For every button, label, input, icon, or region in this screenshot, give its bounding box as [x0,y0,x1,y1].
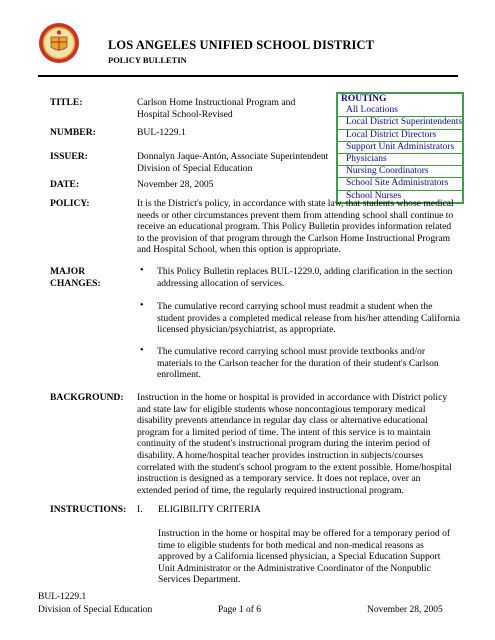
eligibility-line: Instruction in the home or hospital may be offered for a temporary period of [158,528,451,539]
background-line: disability prevents attendance in regular day class or alternative educational [137,415,428,427]
routing-item: Local District Directors [338,129,462,141]
footer-division: Division of Special Education [38,605,153,615]
footer-date: November 28, 2005 [367,605,443,615]
footer-bulletin-number: BUL-1229.1 [38,592,87,602]
date-value: November 28, 2005 [137,179,214,190]
bullet-icon: • [140,345,144,356]
background-line: instruction is designed as a temporary service. It does not replace, over an [137,473,421,485]
policy-line: receive an educational program. This Policy Bulletin provides information related [137,221,452,233]
change-line: licensed physician/psychiatrist, as appropriate. [157,324,336,336]
background-line: disability. A home/hospital teacher provides instruction in subjects/courses [137,449,424,461]
issuer-value [137,151,328,174]
background-line: Instruction in the home or hospital is provided in accordance with District policy [137,392,448,403]
major-changes-label [50,266,101,289]
background-line: and state law for eligible students whose noncontagious temporary medical [137,403,426,415]
bullet-icon: • [140,300,144,311]
change-line: student provides a completed medical release from his/her attending California [157,312,460,324]
background-line: program for a limited period of time. The intent of this service is to maintain [137,426,431,438]
change-line: materials to the Carlson teacher for the duration of their student's Carlson [157,357,439,369]
routing-heading: ROUTING [341,94,387,104]
bulletin-type: POLICY BULLETIN [108,55,187,65]
policy-line: to the provision of that program through the Carlson Home Instructional Program [137,232,451,244]
policy-label: POLICY: [50,198,90,209]
routing-item: Local District Superintendents [338,116,462,128]
instructions-label: INSTRUCTIONS: [50,504,127,515]
policy-line: and Hospital School, when this option is appropriate. [137,244,341,256]
title-label: TITLE: [50,97,83,108]
section-numeral: I. [137,504,143,515]
routing-item: Support Unit Administrators [338,141,462,153]
routing-item: School Site Administrators [338,177,462,189]
change-line: The cumulative record carrying school must provide textbooks and/or [157,346,426,357]
issuer-label: ISSUER: [50,151,88,162]
bullet-icon: • [140,265,144,276]
major-changes-label-line: MAJOR [50,266,86,277]
policy-text [137,198,467,256]
issuer-value-line: Division of Special Education [137,162,253,174]
change-line: This Policy Bulletin replaces BUL-1229.0, adding clarification in the section [157,266,453,277]
issuer-value-line: Donnalyn Jaque-Antón, Associate Superintendent [137,151,329,162]
change-line: enrollment. [157,369,201,381]
title-value-line: Hospital School-Revised [137,108,233,120]
change-item [157,266,452,289]
change-line: The cumulative record carrying school must readmit a student when the [157,301,433,312]
change-line: addressing allocation of services. [157,277,285,289]
section-heading: ELIGIBILITY CRITERIA [158,504,261,515]
eligibility-line: Services Department. [158,574,241,586]
title-value-line: Carlson Home Instructional Program and [137,97,296,108]
routing-box [336,92,464,204]
district-name: LOS ANGELES UNIFIED SCHOOL DISTRICT [108,38,375,52]
date-label: DATE: [50,179,80,190]
policy-line: It is the District's policy, in accordance with state law, that students whose medical [137,198,454,209]
background-text [137,392,472,496]
eligibility-line: time to eligible students for both medical and non-medical reasons as [158,539,424,551]
eligibility-line: approved by a California licensed physician, a Special Education Support [158,551,441,563]
header-rule [38,75,458,77]
routing-item: Nursing Coordinators [338,165,462,177]
background-line: continuity of the student's instructional program during the interim period of [137,438,431,450]
background-line: extended period of time, the regularly required instructional program. [137,484,404,496]
lausd-seal-icon [38,22,80,64]
title-value [137,97,295,120]
number-value: BUL-1229.1 [137,127,186,138]
eligibility-text [158,528,468,586]
eligibility-line: Unit Administrator or the Administrative Coordinator of the Nonpublic [158,562,431,574]
background-line: correlated with the student's school program to the extent possible. Home/hospital [137,461,452,473]
routing-item: School Nurses [338,190,462,202]
change-item [157,346,439,381]
policy-line: needs or other circumstances prevent them from attending school shall continue to [137,209,454,221]
change-item [157,301,460,336]
major-changes-label-line: CHANGES: [50,277,101,289]
routing-item: All Locations [346,105,398,116]
background-label: BACKGROUND: [50,392,124,403]
routing-item: Physicians [338,153,462,165]
footer-page-number: Page 1 of 6 [218,605,262,615]
number-label: NUMBER: [50,127,96,138]
